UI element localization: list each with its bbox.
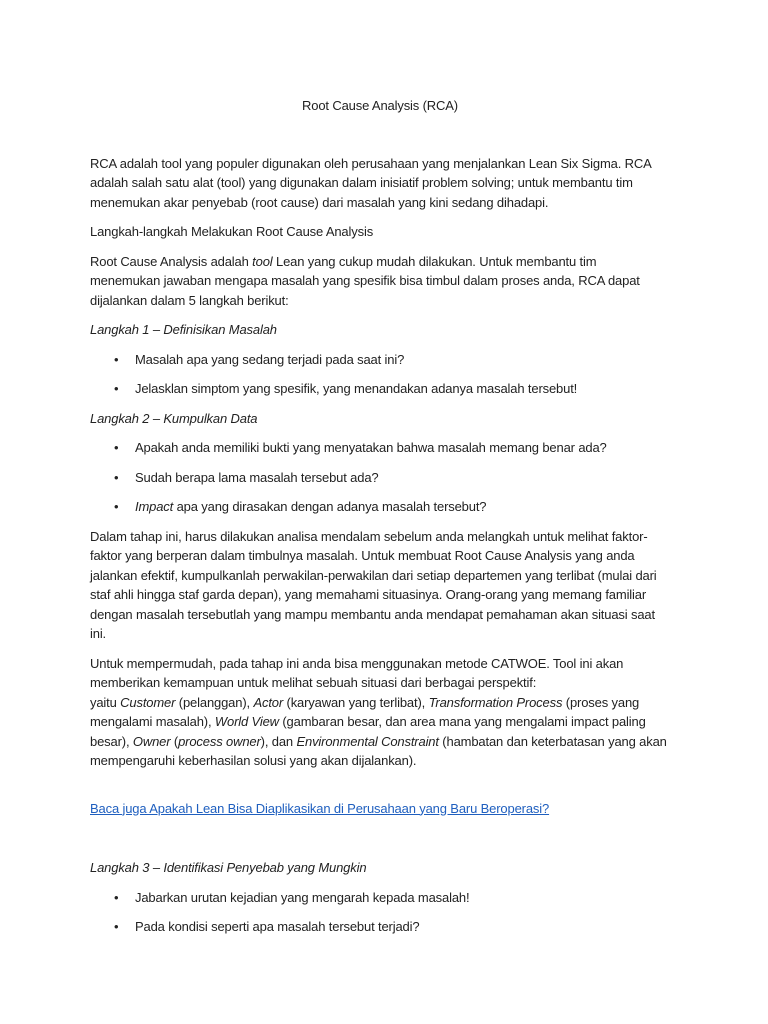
related-article-link[interactable]: Baca juga Apakah Lean Bisa Diaplikasikan di Perusahaan yang Baru Beroperasi? [90, 800, 550, 816]
bullet-icon: • [114, 919, 119, 934]
list-item [90, 379, 670, 399]
related-link-paragraph [90, 799, 670, 819]
document-title: Root Cause Analysis (RCA) [302, 98, 458, 113]
catwoe-text: (karyawan yang terlibat), [283, 694, 429, 710]
list-item-text: Masalah apa yang sedang terjadi pada saat ini? [135, 351, 405, 367]
list-item-text: Sudah berapa lama masalah tersebut ada? [135, 469, 379, 485]
list-item-italic: Impact [135, 499, 174, 514]
catwoe-text: (hambatan dan keterbatasan yang akan mempengaruhi keberhasilan solusi yang akan dijalankan). [90, 733, 667, 768]
list-item [90, 350, 670, 370]
list-item [90, 468, 670, 488]
catwoe-text: ), dan [260, 733, 297, 749]
list-item-text: Jabarkan urutan kejadian yang mengarah kepada masalah! [135, 889, 470, 905]
catwoe-owner: Owner [132, 733, 171, 749]
section-heading: Langkah-langkah Melakukan Root Cause Analysis [90, 224, 374, 239]
section-intro-paragraph [90, 252, 670, 311]
section-intro-italic: tool [252, 253, 273, 269]
document-page [90, 96, 670, 947]
step1-list [90, 350, 670, 399]
analysis-paragraph: Dalam tahap ini, harus dilakukan analisa mendalam sebelum anda melangkah untuk melihat faktor-faktor yang berperan dalam timbulnya masalah. Untuk membuat Root Cause Analysis yang anda jalankan efektif, kumpulkanlah perwakilan-perwakilan dari setiap departemen yang terlibat (mulai dari staf ahli hingga staf garda depan), yang memahami situasinya. Orang-orang yang memang familiar dengan masalah tersebutlah yang mampu membantu anda mendapat pemahaman akan situasi saat ini. [90, 528, 657, 641]
step2-heading: Langkah 2 – Kumpulkan Data [90, 410, 258, 426]
catwoe-intro: Untuk mempermudah, pada tahap ini anda bisa menggunakan metode CATWOE. Tool ini akan memberikan kemampuan untuk melihat sebuah situasi dari berbagai perspektif: [90, 655, 624, 690]
list-item-text: apa yang dirasakan dengan adanya masalah tersebut? [173, 499, 487, 514]
catwoe-transformation: Transformation Process [428, 694, 563, 710]
bullet-icon: • [114, 381, 119, 396]
catwoe-worldview: World View [214, 714, 279, 729]
catwoe-customer: Customer [120, 694, 176, 710]
catwoe-text: yaitu [90, 694, 121, 710]
bullet-icon: • [114, 351, 119, 367]
step1-heading: Langkah 1 – Definisikan Masalah [90, 322, 277, 337]
bullet-icon: • [114, 440, 119, 455]
section-intro-text-1: Root Cause Analysis adalah [90, 253, 253, 269]
catwoe-text: (gambaran besar, dan area mana yang mengalami impact paling besar), [90, 714, 646, 749]
list-item [90, 888, 670, 908]
bullet-icon: • [114, 469, 119, 485]
list-item [90, 917, 670, 937]
intro-paragraph: RCA adalah tool yang populer digunakan oleh perusahaan yang menjalankan Lean Six Sigma. RCA adalah salah satu alat (tool) yang digunakan dalam inisiatif problem solving; untuk membantu tim menemukan akar penyebab (root cause) dari masalah yang kini sedang dihadapi. [90, 155, 651, 210]
catwoe-environmental: Environmental Constraint [296, 733, 439, 749]
list-item [90, 438, 670, 458]
bullet-icon: • [114, 499, 119, 514]
list-item-text: Jelasklan simptom yang spesifik, yang menandakan adanya masalah tersebut! [135, 381, 578, 396]
list-item-text: Pada kondisi seperti apa masalah tersebut terjadi? [135, 919, 420, 934]
list-item [90, 497, 670, 517]
catwoe-text: ( [170, 733, 179, 749]
step3-list [90, 888, 670, 937]
catwoe-paragraph [90, 654, 670, 771]
catwoe-text: (proses yang mengalami masalah), [90, 694, 640, 729]
section-intro-text-2: Lean yang cukup mudah dilakukan. Untuk membantu tim menemukan jawaban mengapa masalah yang spesifik bisa timbul dalam proses anda, RCA dapat dijalankan dalam 5 langkah berikut: [90, 253, 640, 308]
step3-heading: Langkah 3 – Identifikasi Penyebab yang Mungkin [90, 860, 367, 875]
catwoe-text: (pelanggan), [175, 694, 254, 710]
list-item-text: Apakah anda memiliki bukti yang menyatakan bahwa masalah memang benar ada? [135, 440, 607, 455]
catwoe-actor: Actor [253, 694, 284, 710]
bullet-icon: • [114, 889, 119, 905]
catwoe-process-owner: process owner [178, 733, 261, 749]
step2-list [90, 438, 670, 517]
